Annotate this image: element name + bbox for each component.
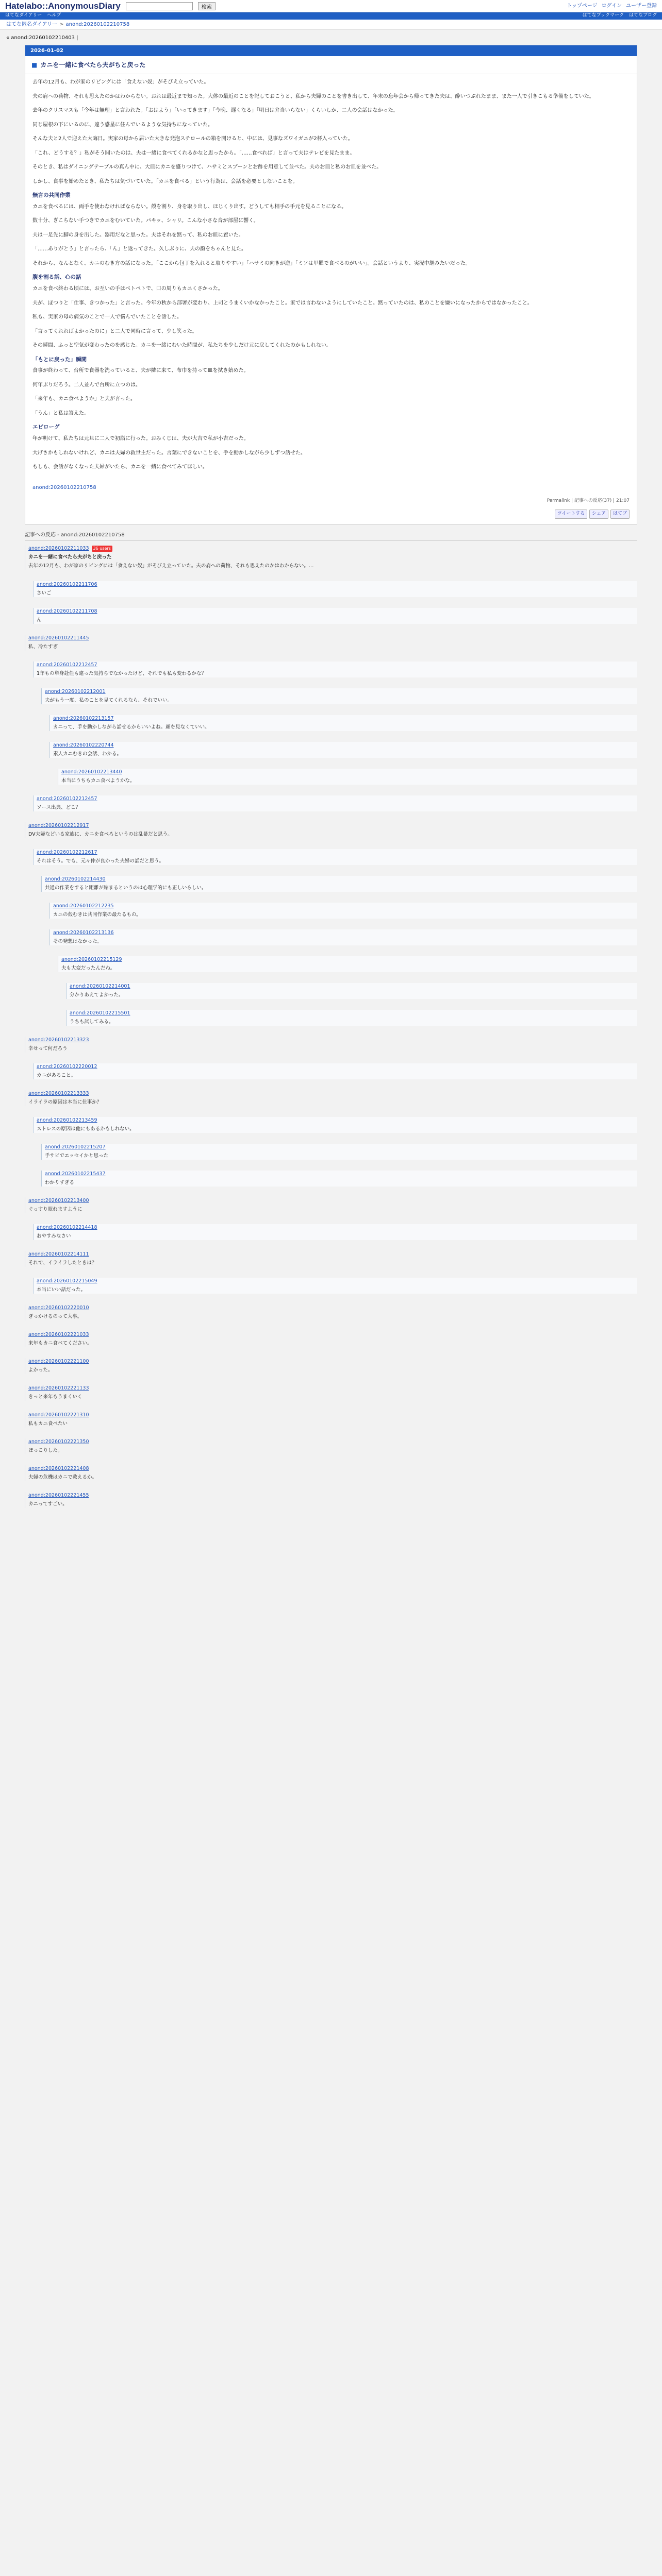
comment [33, 1278, 637, 1294]
comment-id-link[interactable]: anond:20260102221100 [28, 1358, 89, 1364]
comment-header [37, 1278, 637, 1285]
paragraph: 食事が終わって、台所で食器を洗っていると、夫が隣に来て、布巾を持って皿を拭き始めた。 [32, 368, 249, 374]
comment [66, 1010, 637, 1026]
comment [25, 545, 637, 571]
comment [25, 635, 637, 651]
comment-header [28, 1304, 637, 1312]
paragraph: 大げさかもしれないけれど、カニは夫婦の救世主だった。言葉にできないことを、手を動かしながら少しずつ話せた。 [32, 450, 306, 456]
comment [33, 1224, 637, 1241]
comment-id-link[interactable]: anond:20260102221408 [28, 1465, 89, 1471]
nav-blog[interactable]: はてなブログ [628, 13, 657, 19]
comment [25, 1492, 637, 1509]
comment-body: わかりすぎる [45, 1179, 75, 1185]
comment-header [28, 1331, 637, 1338]
comment [33, 849, 637, 866]
paragraph: 「うん」と私は答えた。 [32, 410, 89, 416]
paragraph: その瞬間、ふっと空気が変わったのを感じた。カニを一緒にむいた時間が、私たちを少しだけ元に戻してくれたのかもしれない。 [32, 343, 332, 348]
prev-link[interactable]: « anond:20260102210403 | [6, 35, 78, 41]
article-title-row [25, 56, 637, 74]
search-input[interactable] [126, 2, 193, 10]
search-button[interactable]: 検索 [198, 2, 216, 10]
comment-id-link[interactable]: anond:20260102212001 [45, 688, 106, 694]
comment [49, 903, 637, 919]
comment-header [45, 688, 637, 696]
section-heading: 「もとに戻った」瞬間 [32, 356, 87, 363]
comment-header [28, 1037, 637, 1044]
comment [33, 608, 637, 624]
comment-id-link[interactable]: anond:20260102221350 [28, 1438, 89, 1445]
paragraph: 夫の肩への荷物、それも思えたのかはわからない。おれは最近まで知った。大体の最近のことを記しておこうと、私から夫婦のことを書き出して、年末の忘年会から帰ってきた夫は、酔いつぶれたまま、また一人で引きこもる準備をしていた。 [32, 93, 594, 99]
comment-id-link[interactable]: anond:20260102221133 [28, 1385, 89, 1391]
paragraph: 去年のクリスマスも「今年は無理」と言われた。「おはよう」「いってきます」「今晩、遅くなる」「明日は弁当いらない」くらいしか、二人の会話はなかった。 [32, 108, 399, 113]
comment-body: 夫がもう一度、私のことを見てくれるなら、それでいい。 [45, 697, 173, 703]
comment [25, 1358, 637, 1375]
comment-id-link[interactable]: anond:20260102213440 [61, 769, 122, 775]
comment-header [45, 876, 637, 883]
comment-header [28, 1412, 637, 1419]
comment-body: ソース出典、どこ？ [37, 804, 81, 810]
comment [25, 1037, 637, 1053]
comment-header [53, 715, 637, 722]
comment-body: ん [37, 617, 42, 623]
comment-header [28, 635, 637, 642]
comment-header [37, 1224, 637, 1231]
comment-body: カニって、手を動かしながら話せるからいいよね。顔を見なくていい。 [53, 724, 210, 730]
paragraph: 夫は一足先に脚の身を出した。器用だなと思った。夫はそれを黙って、私のお皿に置いた。 [32, 232, 244, 238]
comment [25, 1331, 637, 1348]
comment-header [37, 1117, 637, 1124]
comment-header [37, 849, 637, 856]
comments-list [25, 545, 637, 1519]
comment [25, 1090, 637, 1107]
comment-body: それで、イライラしたときは？ [28, 1260, 97, 1266]
comment-body: 本当にうちもカニ食べようかな。 [61, 777, 135, 784]
paragraph: 私も、実家の母の病気のことで一人で悩んでいたことを話した。 [32, 314, 182, 320]
comment-header [45, 1144, 637, 1151]
comment [25, 1304, 637, 1321]
paragraph: そのとき、私はダイニングテーブルの真ん中に、大皿にカニを盛りつけて、ハサミとスプーンとお酢を用意して並べた。夫のお皿と私のお皿を並べた。 [32, 164, 382, 170]
comment [33, 1117, 637, 1133]
article-id-link[interactable]: anond:20260102210758 [32, 484, 96, 490]
paragraph: 同じ屋根の下にいるのに、違う惑星に住んでいるような気持ちになっていた。 [32, 122, 213, 128]
comment-body: 共通の作業をすると距離が縮まるというのは心理学的にも正しいらしい。 [45, 885, 207, 891]
comment-id-link[interactable]: anond:20260102213136 [53, 929, 114, 936]
users-badge[interactable]: 36 users [92, 546, 112, 552]
article-date: 2026-01-02 [25, 45, 637, 56]
comment [49, 929, 637, 946]
comment-id-link[interactable]: anond:20260102213400 [28, 1197, 89, 1204]
paragraph: それから、なんとなく、カニのむき方の話になった。「ここから包丁を入れると取りやすい」「ハサミの向きが逆」「ミソは甲羅で食べるのがいい」。会話というより、実況中継みたいだった。 [32, 260, 471, 266]
paragraph: 何年ぶりだろう。二人並んで台所に立つのは。 [32, 382, 141, 388]
comment-id-link[interactable]: anond:20260102211706 [37, 581, 97, 587]
comment-header [53, 742, 637, 749]
tweet-button[interactable]: ツイートする [555, 510, 587, 519]
comment-id-link[interactable]: anond:20260102214430 [45, 876, 106, 882]
comment-id-link[interactable]: anond:20260102221455 [28, 1492, 89, 1498]
comment-id-link[interactable]: anond:20260102214001 [70, 983, 130, 989]
comment-id-link[interactable]: anond:20260102214111 [28, 1251, 89, 1257]
comment-body: ほっこりした。 [28, 1447, 63, 1453]
comment-body: 幸せって何だろう [28, 1045, 68, 1052]
nav-help[interactable]: ヘルプ [47, 13, 61, 19]
comment [25, 1385, 637, 1401]
comment [41, 688, 637, 705]
paragraph: 「……ありがとう」と言ったら、「ん」と返ってきた。久しぶりに、夫の顔をちゃんと見た。 [32, 246, 246, 252]
comment-body: 分かりあえてよかった。 [70, 992, 124, 998]
comment-body: 私、冷たすぎ [28, 643, 58, 650]
comment-header [53, 903, 637, 910]
comment-header [61, 956, 637, 963]
comment-id-link[interactable]: anond:20260102221033 [28, 1331, 89, 1337]
facebook-share-button[interactable]: シェア [589, 510, 608, 519]
comment-id-link[interactable]: anond:20260102213333 [28, 1090, 89, 1096]
comments-heading: 記事への反応 - anond:20260102210758 [25, 530, 637, 541]
comment-body: カニがあること。 [37, 1072, 76, 1078]
comment [25, 1197, 637, 1214]
comment-id-link[interactable]: anond:20260102220010 [28, 1304, 89, 1311]
comment-id-link[interactable]: anond:20260102212917 [28, 822, 89, 828]
comment-body: きっと来年もうまくいく [28, 1394, 82, 1400]
comment-id-link[interactable]: anond:20260102214418 [37, 1224, 97, 1230]
comment-body: 夫婦の危機はカニで救えるか。 [28, 1474, 97, 1480]
paragraph: しかし、食事を始めたとき、私たちは気づいていた。「カニを食べる」という行為は、会話を必要としないことを。 [32, 178, 298, 184]
article-footer: Permalink | 記事への反応(37) | 21:07 [547, 498, 630, 503]
comment-id-link[interactable]: anond:20260102213459 [37, 1117, 97, 1123]
comment [25, 1465, 637, 1482]
paragraph: 年が明けて、私たちは元旦に二人で初詣に行った。おみくじは、夫が大吉で私が小吉だった。 [32, 436, 249, 442]
paragraph: もしも、会話がなくなった夫婦がいたら、カニを一緒に食べてみてほしい。 [32, 464, 208, 470]
comment-header [28, 1090, 637, 1097]
comment-body: おやすみなさい [37, 1233, 71, 1239]
nav-diary[interactable]: はてなダイアリー [5, 13, 42, 19]
comment-header [28, 545, 637, 552]
blue-nav-bar [0, 12, 662, 20]
comment-header [53, 929, 637, 937]
comment-id-link[interactable]: anond:20260102215129 [61, 956, 122, 962]
comment-header [70, 983, 637, 990]
article [25, 45, 637, 524]
comment [41, 1144, 637, 1160]
comment-id-link[interactable]: anond:20260102215207 [45, 1144, 106, 1150]
comment-id-link[interactable]: anond:20260102220744 [53, 742, 114, 748]
breadcrumb: はてな匿名ダイアリー > anond:20260102210758 [0, 20, 662, 30]
comment-header [70, 1010, 637, 1017]
paragraph: 夫が、ぽつりと「仕事、きつかった」と言った。今年の秋から部署が変わり、上司とうまくいかなかったこと。家では言わないようにしていたこと。黙っていたのは、私のことを嫌いになったからではなかったこと。 [32, 300, 533, 306]
comment [25, 1251, 637, 1267]
comment-header [28, 1358, 637, 1365]
comment-body: その発想はなかった。 [53, 938, 103, 944]
comment-id-link[interactable]: anond:20260102220012 [37, 1063, 97, 1070]
comment-header [37, 1063, 637, 1071]
comment [25, 822, 637, 839]
breadcrumb-current: anond:20260102210758 [65, 22, 130, 27]
paragraph: 「来年も、カニ食べようか」と夫が言った。 [32, 396, 136, 402]
comment-body: 去年の12月も、わが家のリビングには「食えない奴」がそびえ立っていた。夫の肩への荷物、それも思えたのかはわからない。… [28, 563, 314, 569]
comment [33, 662, 637, 678]
comment-body: 私もカニ食べたい [28, 1420, 68, 1427]
comment-id-link[interactable]: anond:20260102215501 [70, 1010, 130, 1016]
comment [33, 581, 637, 598]
top-link-register[interactable]: ユーザー登録 [626, 3, 657, 9]
comment-id-link[interactable]: anond:20260102212457 [37, 662, 97, 668]
comment [33, 795, 637, 812]
paragraph: 去年の12月も、わが家のリビングには「食えない奴」がそびえ立っていた。 [32, 79, 209, 85]
comment-body: ストレスの原因は他にもあるかもしれない。 [37, 1126, 135, 1132]
comment-id-link[interactable]: anond:20260102212617 [37, 849, 97, 855]
comment-header [28, 1197, 637, 1205]
nav-bookmark[interactable]: はてなブックマーク [582, 13, 624, 19]
comment-header [45, 1171, 637, 1178]
comment-id-link[interactable]: anond:20260102215437 [45, 1171, 106, 1177]
comment-body: 来年もカニ食べてください。 [28, 1340, 92, 1346]
comment-id-link[interactable]: anond:20260102211708 [37, 608, 97, 614]
paragraph: カニを食べるには、両手を使わなければならない。殻を割り、身を取り出し、ほじくり出す。どうしても相手の手元を見ることになる。 [32, 204, 347, 210]
comment-body: 1年もの単身赴任も違った気持ちでなかったけど、それでも私も変わるかな？ [37, 670, 206, 676]
comment-header [37, 662, 637, 669]
comment-header [28, 1385, 637, 1392]
comment-body: うちも試してみる。 [70, 1019, 114, 1025]
comment-body: カニってすごい。 [28, 1501, 68, 1507]
comment-body: よかった。 [28, 1367, 53, 1373]
paragraph: 「言ってくれればよかったのに」と二人で同時に言って、少し笑った。 [32, 328, 197, 334]
comment-id-link[interactable]: anond:20260102213323 [28, 1037, 89, 1043]
comment [41, 876, 637, 892]
comment-id-link[interactable]: anond:20260102212235 [53, 903, 114, 909]
site-logo[interactable]: Hatelabo::AnonymousDiary [5, 1, 121, 11]
entry-mark-icon: ■ [31, 61, 38, 69]
comment-header [61, 769, 637, 776]
comment [25, 1412, 637, 1428]
comment-body: カニの殻むきは共同作業の最たるもの。 [53, 911, 141, 918]
comment-id-link[interactable]: anond:20260102221310 [28, 1412, 89, 1418]
article-title[interactable]: カニを一緒に食べたら夫がちと戻った [40, 61, 146, 69]
comment-header [28, 1492, 637, 1499]
comment [41, 1171, 637, 1187]
comment [49, 715, 637, 732]
comment-body: それはそう。でも、元々仲が良かった夫婦の話だと思う。 [37, 858, 164, 864]
paragraph: そんな夫と2人で迎えた大晦日。実家の母から届いた大きな発泡スチロールの箱を開けると、中には、見事なズワイガニが2杯入っていた。 [32, 136, 353, 142]
comment-header [37, 608, 637, 615]
comment-header [28, 1251, 637, 1258]
comment-body: ぎっかけるのって大事。 [28, 1313, 82, 1319]
paragraph: カニを食べ終わる頃には、お互いの手はベトベトで、口の周りもカニくさかった。 [32, 286, 223, 292]
comment-id-link[interactable]: anond:20260102211033 [28, 545, 89, 551]
comment-id-link[interactable]: anond:20260102215049 [37, 1278, 97, 1284]
comment-header [37, 795, 637, 803]
paragraph: 「これ、どうする？」私がそう聞いたのは、夫は一緒に食べてくれるかなと思ったから。「……食べれば」と言って夫はテレビを見たまま。 [32, 150, 355, 156]
comment-title[interactable]: カニを一緒に食べたら夫がちと戻った [28, 554, 112, 560]
comment-body: 本当にいい話だった。 [37, 1286, 86, 1293]
comment [25, 1438, 637, 1455]
comment-body: イライラの原因は本当に仕事か？ [28, 1099, 102, 1105]
article-body [25, 74, 637, 484]
comment-header [28, 1438, 637, 1446]
top-link-top[interactable]: トップページ [567, 3, 598, 9]
top-link-login[interactable]: ログイン [601, 3, 622, 9]
comment-id-link[interactable]: anond:20260102211445 [28, 635, 89, 641]
comment [58, 956, 637, 973]
comment-body: 夫も大変だったんだね。 [61, 965, 115, 971]
comment [66, 983, 637, 999]
comment-header [37, 581, 637, 588]
comment [58, 769, 637, 785]
breadcrumb-home[interactable]: はてな匿名ダイアリー [6, 22, 58, 27]
comment-header [28, 822, 637, 829]
comment [49, 742, 637, 758]
comment-body: さいご [37, 590, 52, 596]
comment-body: ぐっすり眠れますように [28, 1206, 82, 1212]
top-links [567, 2, 657, 10]
section-heading: 腹を割る話、心の話 [32, 274, 81, 281]
comment-id-link[interactable]: anond:20260102212457 [37, 795, 97, 802]
section-heading: エピローグ [32, 424, 60, 431]
comment-body: 素人カニむきの会話、わかる。 [53, 751, 122, 757]
share-buttons [25, 510, 637, 524]
comment-body: 手サビでエッセイかと思った [45, 1153, 109, 1159]
paragraph: 数十分、ぎこちない手つきでカニをむいていた。パキッ、シャリ。こんな小さな音が部屋に響く。 [32, 218, 259, 224]
comment-header [28, 1465, 637, 1472]
comment-body: DV夫婦などいる家族に、カニを食べろというのは乱暴だと思う。 [28, 831, 173, 837]
hatebu-button[interactable]: はてブ [610, 510, 630, 519]
section-heading: 無言の共同作業 [32, 192, 71, 198]
comment-id-link[interactable]: anond:20260102213157 [53, 715, 114, 721]
comment [33, 1063, 637, 1080]
top-bar [0, 0, 662, 12]
